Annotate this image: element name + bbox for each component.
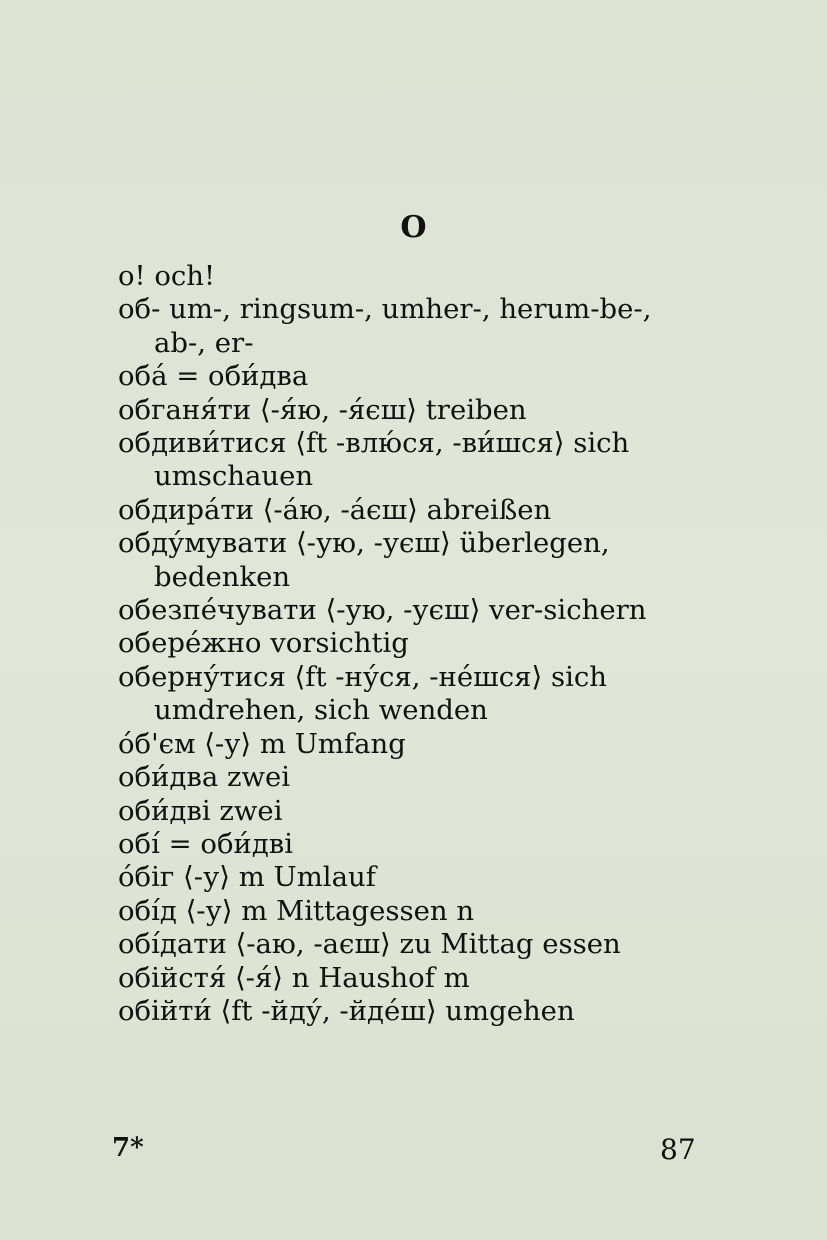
- dictionary-entry: оба́ = оби́два: [118, 360, 309, 393]
- entry-list: [118, 260, 708, 1028]
- page-number: 87: [660, 1133, 696, 1166]
- dictionary-entry: обере́жно vorsichtig: [118, 627, 409, 660]
- dictionary-entry: обі́д ⟨-у⟩ m Mittagessen n: [118, 894, 475, 927]
- dictionary-entry: обдиви́тися ⟨ft -влю́ся, -ви́шся⟩ sich umschauen: [118, 427, 630, 493]
- dictionary-entry: обдира́ти ⟨-а́ю, -а́єш⟩ abreißen: [118, 493, 552, 526]
- dictionary-entry: обганя́ти ⟨-я́ю, -я́єш⟩ treiben: [118, 393, 527, 426]
- dictionary-entry: обійстя́ ⟨-я́⟩ n Haushof m: [118, 961, 470, 994]
- dictionary-entry: оби́дві zwei: [118, 794, 283, 827]
- dictionary-entry: обійти́ ⟨ft -йду́, -йде́ш⟩ umgehen: [118, 994, 575, 1027]
- dictionary-entry: о! och!: [118, 260, 216, 292]
- dictionary-entry: о́б'єм ⟨-у⟩ m Umfang: [118, 727, 406, 760]
- dictionary-entry: об- um-, ringsum-, umher-, herum-be-, ab-, er-: [118, 293, 652, 359]
- signature-mark: 7*: [112, 1133, 144, 1163]
- dictionary-entry: оберну́тися ⟨ft -ну́ся, -не́шся⟩ sich umdrehen, sich wenden: [118, 660, 607, 727]
- dictionary-entry: обі́ = оби́дві: [118, 827, 294, 860]
- dictionary-entry: обду́мувати ⟨-ую, -уєш⟩ überlegen, bedenken: [118, 527, 610, 593]
- dictionary-entry: о́біг ⟨-у⟩ m Umlauf: [118, 861, 376, 894]
- dictionary-entry: обі́дати ⟨-аю, -аєш⟩ zu Mittag essen: [118, 928, 621, 961]
- dictionary-entry: оби́два zwei: [118, 761, 291, 794]
- dictionary-entry: обезпе́чувати ⟨-ую, -уєш⟩ ver-sichern: [118, 594, 647, 627]
- letter-heading: O: [400, 210, 427, 245]
